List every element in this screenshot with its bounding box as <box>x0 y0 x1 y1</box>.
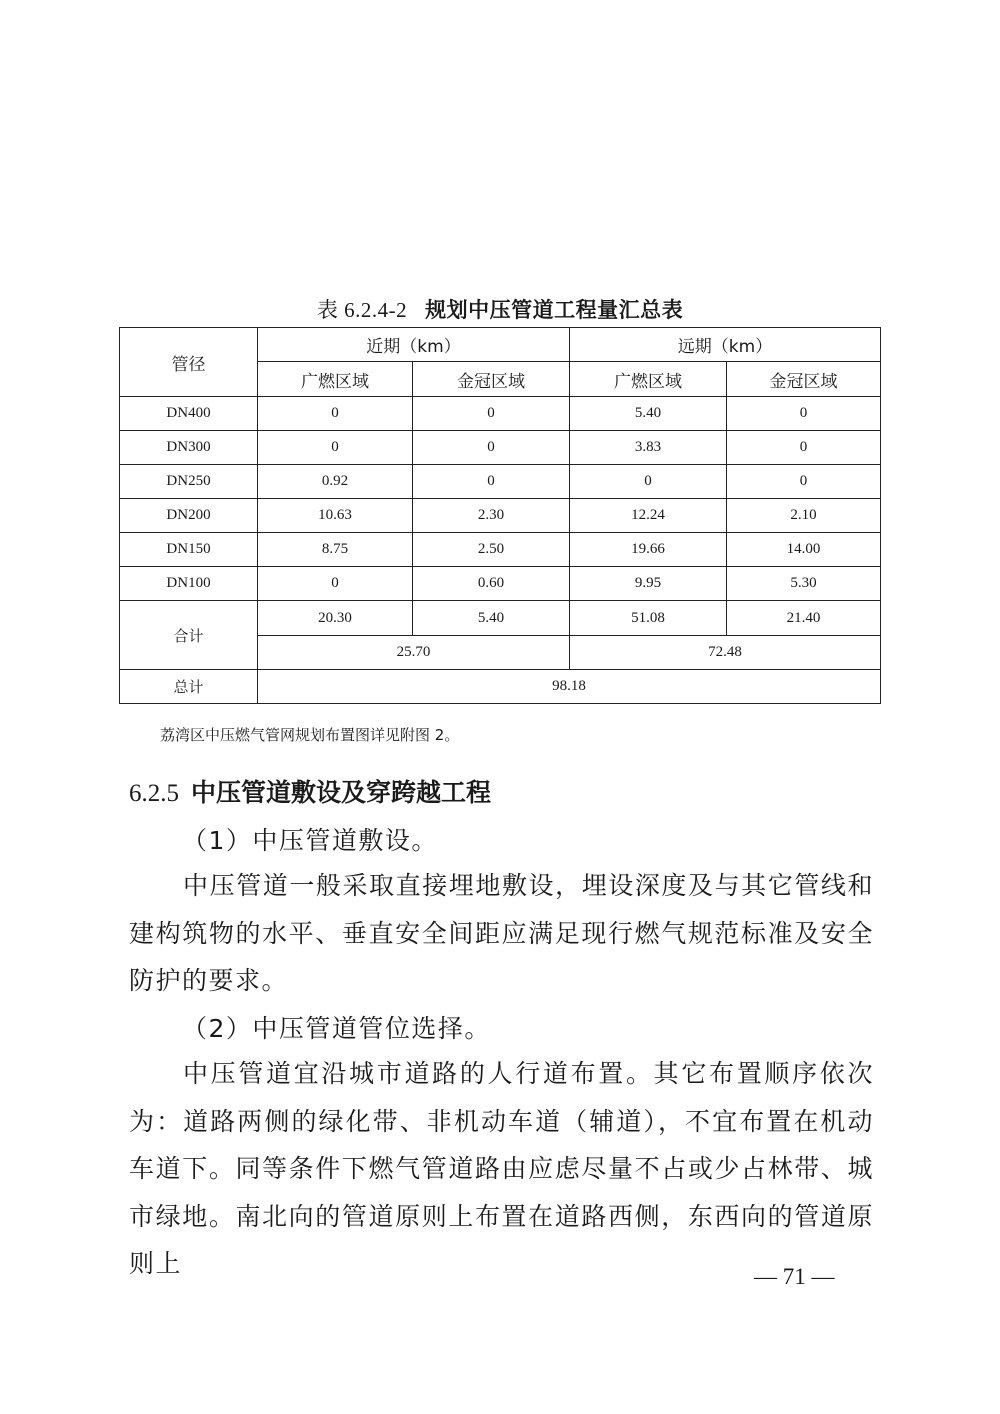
table-title: 规划中压管道工程量汇总表 <box>425 298 684 322</box>
cell-near-b: 0 <box>413 397 570 431</box>
row-label: DN200 <box>120 499 258 533</box>
total-value: 98.18 <box>258 670 881 704</box>
cell-near-b: 0 <box>413 431 570 465</box>
subheading-2: （2）中压管道管位选择。 <box>182 1014 491 1043</box>
cell-long-a: 19.66 <box>570 533 727 567</box>
cell-long-a: 9.95 <box>570 567 727 601</box>
page-number-text: — 71 — <box>754 1264 835 1289</box>
table-row <box>120 465 881 499</box>
cell-long-b: 0 <box>727 397 881 431</box>
cell-near-b: 0 <box>413 465 570 499</box>
cell-near-b: 2.50 <box>413 533 570 567</box>
cell-near-b: 0.60 <box>413 567 570 601</box>
cell-long-b: 2.10 <box>727 499 881 533</box>
subtotal-long-b: 21.40 <box>727 601 881 636</box>
cell-near-a: 0 <box>258 567 413 601</box>
subtotal-label: 合计 <box>120 601 258 670</box>
cell-long-a: 0 <box>570 465 727 499</box>
cell-near-a: 0.92 <box>258 465 413 499</box>
cell-near-a: 8.75 <box>258 533 413 567</box>
subtotal-near-a: 20.30 <box>258 601 413 636</box>
table-row <box>120 397 881 431</box>
cell-long-a: 12.24 <box>570 499 727 533</box>
section-title: 中压管道敷设及穿跨越工程 <box>191 778 492 807</box>
subtotal-long-a: 51.08 <box>570 601 727 636</box>
subtotal-long-sum: 72.48 <box>570 636 881 670</box>
cell-long-a: 3.83 <box>570 431 727 465</box>
pipeline-quantity-table <box>119 327 881 704</box>
table-caption <box>0 294 1000 324</box>
header-near-term: 近期（km） <box>258 328 570 362</box>
table-note: 荔湾区中压燃气管网规划布置图详见附图 2。 <box>160 726 460 744</box>
header-long-region-a: 广燃区域 <box>570 362 727 397</box>
paragraph-2: 中压管道宜沿城市道路的人行道布置。其它布置顺序依次为：道路两侧的绿化带、非机动车道（辅道），不宜布置在机动车道下。同等条件下燃气管道路由应虑尽量不占或少占林带、城市绿地。南北向的管道原则上布置在道路西侧，东西向的管道原则上 <box>129 1059 874 1278</box>
table-number: 表 6.2.4-2 <box>316 298 408 322</box>
cell-near-a: 0 <box>258 431 413 465</box>
table-header-row <box>120 328 881 362</box>
cell-near-a: 0 <box>258 397 413 431</box>
subtotal-near-b: 5.40 <box>413 601 570 636</box>
header-pipe-diameter: 管径 <box>120 328 258 397</box>
row-label: DN400 <box>120 397 258 431</box>
table-row <box>120 499 881 533</box>
section-number: 6.2.5 <box>129 780 179 807</box>
header-near-region-a: 广燃区域 <box>258 362 413 397</box>
paragraph-1: 中压管道一般采取直接埋地敷设，埋设深度及与其它管线和建构筑物的水平、垂直安全间距应满足现行燃气规范标准及安全防护的要求。 <box>129 871 874 995</box>
row-label: DN100 <box>120 567 258 601</box>
header-long-region-b: 金冠区域 <box>727 362 881 397</box>
subheading-1: （1）中压管道敷设。 <box>182 826 438 855</box>
table-row <box>120 431 881 465</box>
total-label: 总计 <box>120 670 258 704</box>
section-heading <box>129 773 491 809</box>
subtotal-near-sum: 25.70 <box>258 636 570 670</box>
cell-near-a: 10.63 <box>258 499 413 533</box>
cell-long-b: 14.00 <box>727 533 881 567</box>
row-label: DN250 <box>120 465 258 499</box>
cell-long-a: 5.40 <box>570 397 727 431</box>
row-label: DN300 <box>120 431 258 465</box>
cell-long-b: 0 <box>727 431 881 465</box>
table-row <box>120 567 881 601</box>
cell-long-b: 5.30 <box>727 567 881 601</box>
cell-long-b: 0 <box>727 465 881 499</box>
row-label: DN150 <box>120 533 258 567</box>
subtotal-row <box>120 601 881 636</box>
table-row <box>120 533 881 567</box>
cell-near-b: 2.30 <box>413 499 570 533</box>
header-long-term: 远期（km） <box>570 328 881 362</box>
total-row <box>120 670 881 704</box>
header-near-region-b: 金冠区域 <box>413 362 570 397</box>
